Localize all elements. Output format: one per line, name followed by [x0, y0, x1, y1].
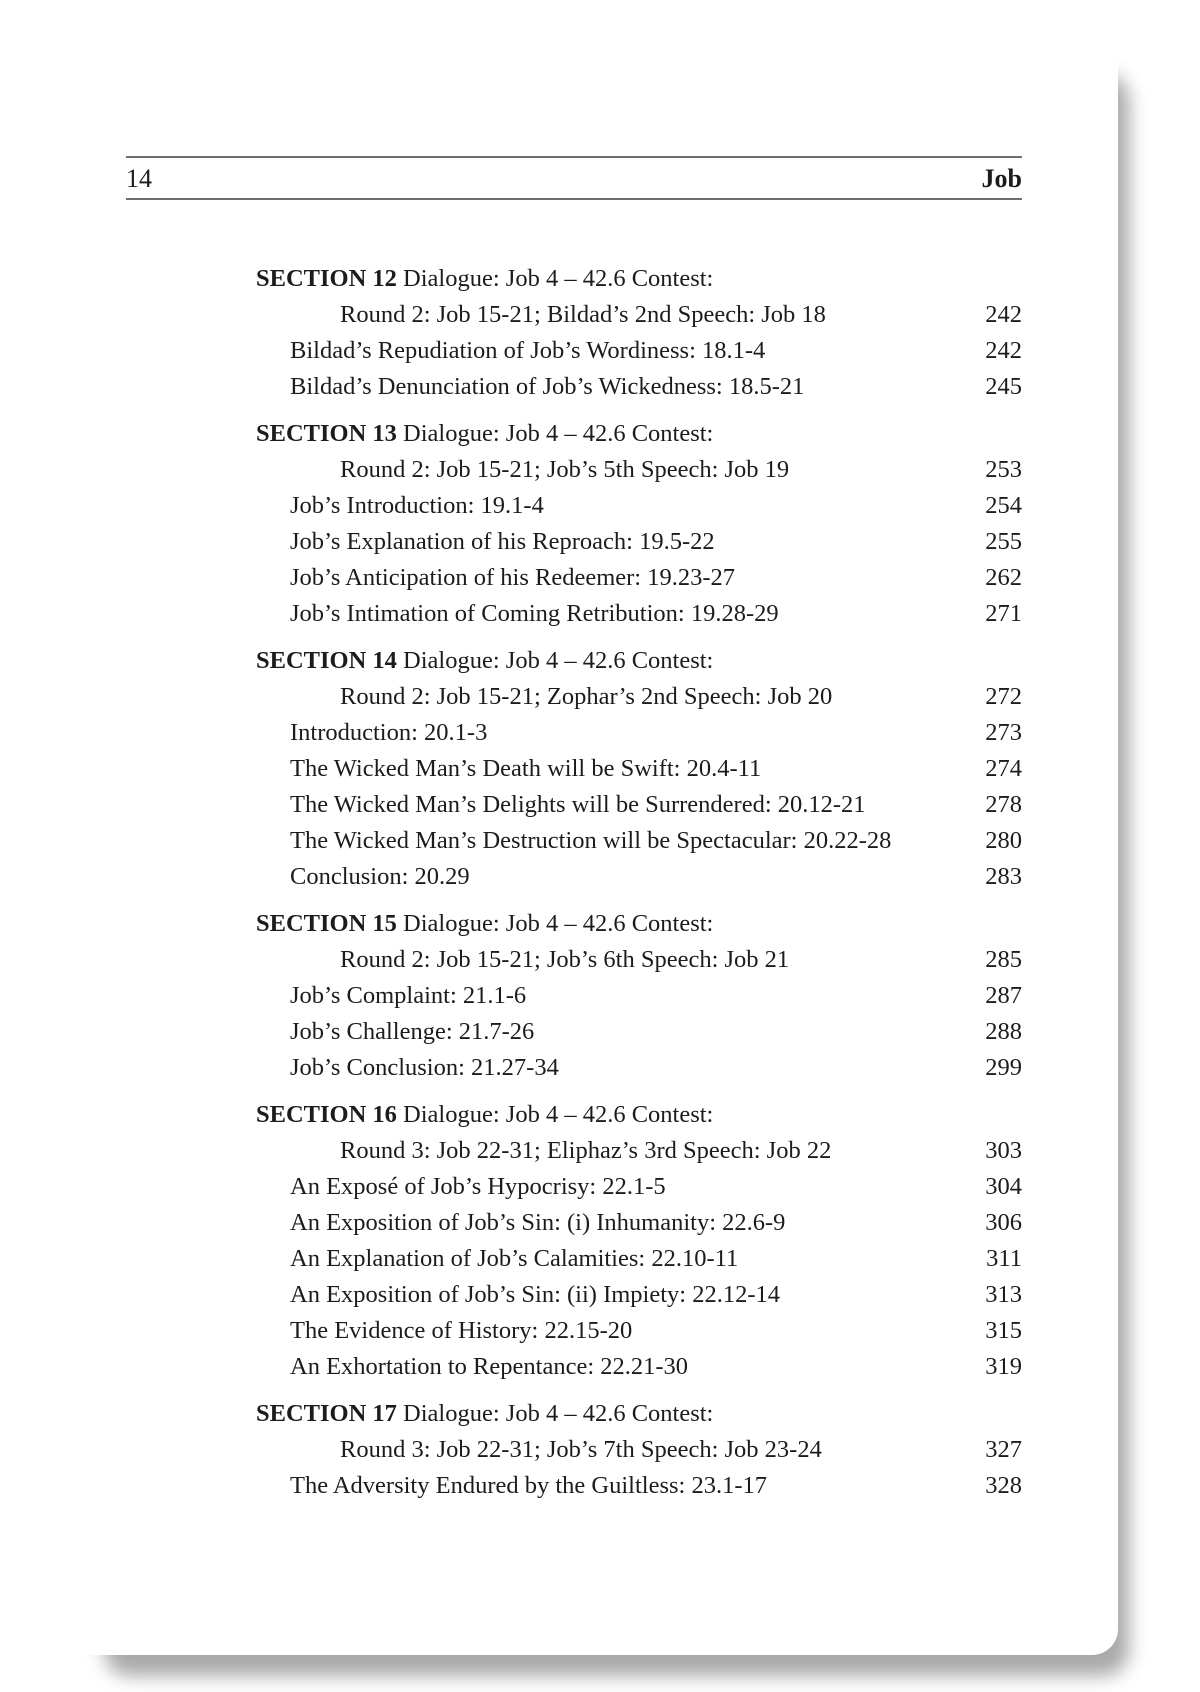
toc-entry — [256, 859, 1022, 895]
page-ref: 271 — [985, 600, 1022, 627]
entry-text: The Wicked Man’s Death will be Swift: 20.4-11 — [290, 755, 762, 782]
entry-text: An Exposition of Job’s Sin: (ii) Impiety: 22.12-14 — [290, 1281, 780, 1308]
section-heading-text: Dialogue: Job 4 – 42.6 Contest: — [396, 1400, 714, 1427]
section-heading-text: Dialogue: Job 4 – 42.6 Contest: — [396, 1101, 714, 1128]
round-text: Round 2: Job 15-21; Bildad’s 2nd Speech: Job 18 — [340, 301, 826, 328]
page-ref: 285 — [985, 946, 1022, 973]
round-text: Round 3: Job 22-31; Eliphaz’s 3rd Speech: Job 22 — [340, 1137, 832, 1164]
round-text: Round 3: Job 22-31; Job’s 7th Speech: Job 23-24 — [340, 1436, 822, 1463]
toc-section-17 — [256, 1396, 1022, 1504]
toc-entry — [256, 1050, 1022, 1086]
entry-text: An Explanation of Job’s Calamities: 22.10-11 — [290, 1245, 739, 1272]
page-ref: 319 — [985, 1353, 1022, 1380]
toc-entry — [256, 1241, 1022, 1277]
page-ref: 274 — [985, 755, 1022, 782]
toc-entry — [256, 823, 1022, 859]
page-ref: 262 — [985, 564, 1022, 591]
section-heading-text: Dialogue: Job 4 – 42.6 Contest: — [396, 420, 714, 447]
entry-text: An Exhortation to Repentance: 22.21-30 — [290, 1353, 689, 1380]
toc-entry — [256, 1349, 1022, 1385]
page-ref: 304 — [985, 1173, 1022, 1200]
section-heading-text: Dialogue: Job 4 – 42.6 Contest: — [396, 647, 714, 674]
page-ref: 283 — [985, 863, 1022, 890]
entry-text: Conclusion: 20.29 — [290, 863, 470, 890]
page-ref: 328 — [985, 1472, 1022, 1499]
page-ref: 306 — [985, 1209, 1022, 1236]
section-heading — [256, 906, 1022, 942]
toc-entry — [256, 1468, 1022, 1504]
page-ref: 288 — [985, 1018, 1022, 1045]
section-heading — [256, 643, 1022, 679]
toc-section-13 — [256, 416, 1022, 632]
page-ref: 287 — [985, 982, 1022, 1009]
page-ref: 242 — [985, 301, 1022, 328]
page-ref: 255 — [985, 528, 1022, 555]
entry-text: The Wicked Man’s Delights will be Surrendered: 20.12-21 — [290, 791, 866, 818]
section-label: SECTION 16 — [256, 1101, 397, 1128]
page-ref: 253 — [985, 456, 1022, 483]
toc-entry — [256, 1205, 1022, 1241]
page-ref: 311 — [986, 1245, 1022, 1272]
toc-entry — [256, 333, 1022, 369]
entry-text: Job’s Complaint: 21.1-6 — [290, 982, 527, 1009]
section-heading-text: Dialogue: Job 4 – 42.6 Contest: — [396, 265, 714, 292]
toc-section-14 — [256, 643, 1022, 895]
section-heading-text: Dialogue: Job 4 – 42.6 Contest: — [396, 910, 714, 937]
entry-text: The Adversity Endured by the Guiltless: 23.1-17 — [290, 1472, 767, 1499]
page-ref: 273 — [985, 719, 1022, 746]
entry-text: Job’s Explanation of his Reproach: 19.5-22 — [290, 528, 715, 555]
toc-entry — [256, 369, 1022, 405]
page-ref: 280 — [985, 827, 1022, 854]
round-line — [256, 942, 1022, 978]
section-label: SECTION 12 — [256, 265, 397, 292]
toc-entry — [256, 488, 1022, 524]
entry-text: The Wicked Man’s Destruction will be Spectacular: 20.22-28 — [290, 827, 892, 854]
round-text: Round 2: Job 15-21; Zophar’s 2nd Speech: Job 20 — [340, 683, 833, 710]
page-ref: 242 — [985, 337, 1022, 364]
round-line — [256, 1432, 1022, 1468]
toc-entry — [256, 751, 1022, 787]
page-ref: 303 — [985, 1137, 1022, 1164]
entry-text: Introduction: 20.1-3 — [290, 719, 488, 746]
page-ref: 315 — [985, 1317, 1022, 1344]
table-of-contents — [256, 261, 1022, 1515]
page-number: 14 — [126, 164, 152, 193]
entry-text: Job’s Conclusion: 21.27-34 — [290, 1054, 559, 1081]
entry-text: The Evidence of History: 22.15-20 — [290, 1317, 633, 1344]
round-line — [256, 452, 1022, 488]
section-heading — [256, 261, 1022, 297]
toc-entry — [256, 1277, 1022, 1313]
entry-text: An Exposition of Job’s Sin: (i) Inhumanity: 22.6-9 — [290, 1209, 786, 1236]
section-heading — [256, 416, 1022, 452]
entry-text: Job’s Introduction: 19.1-4 — [290, 492, 544, 519]
section-label: SECTION 17 — [256, 1400, 397, 1427]
entry-text: Bildad’s Denunciation of Job’s Wickedness: 18.5-21 — [290, 373, 805, 400]
page-ref: 313 — [985, 1281, 1022, 1308]
round-line — [256, 1133, 1022, 1169]
section-label: SECTION 14 — [256, 647, 397, 674]
round-text: Round 2: Job 15-21; Job’s 6th Speech: Job 21 — [340, 946, 790, 973]
page-ref: 278 — [985, 791, 1022, 818]
entry-text: Bildad’s Repudiation of Job’s Wordiness: 18.1-4 — [290, 337, 766, 364]
page-ref: 245 — [985, 373, 1022, 400]
running-head-title: Job — [981, 164, 1022, 193]
section-heading — [256, 1396, 1022, 1432]
round-line — [256, 679, 1022, 715]
toc-entry — [256, 524, 1022, 560]
page-ref: 299 — [985, 1054, 1022, 1081]
toc-entry — [256, 1313, 1022, 1349]
page-ref: 327 — [985, 1436, 1022, 1463]
toc-section-16 — [256, 1097, 1022, 1385]
section-label: SECTION 15 — [256, 910, 397, 937]
toc-entry — [256, 1169, 1022, 1205]
entry-text: Job’s Anticipation of his Redeemer: 19.23-27 — [290, 564, 736, 591]
toc-entry — [256, 715, 1022, 751]
toc-section-12 — [256, 261, 1022, 405]
round-line — [256, 297, 1022, 333]
round-text: Round 2: Job 15-21; Job’s 5th Speech: Job 19 — [340, 456, 790, 483]
page-ref: 272 — [985, 683, 1022, 710]
page-ref: 254 — [985, 492, 1022, 519]
toc-entry — [256, 596, 1022, 632]
entry-text: An Exposé of Job’s Hypocrisy: 22.1-5 — [290, 1173, 666, 1200]
entry-text: Job’s Intimation of Coming Retribution: 19.28-29 — [290, 600, 779, 627]
toc-entry — [256, 1014, 1022, 1050]
toc-entry — [256, 787, 1022, 823]
toc-section-15 — [256, 906, 1022, 1086]
toc-entry — [256, 560, 1022, 596]
toc-entry — [256, 978, 1022, 1014]
section-heading — [256, 1097, 1022, 1133]
section-label: SECTION 13 — [256, 420, 397, 447]
entry-text: Job’s Challenge: 21.7-26 — [290, 1018, 535, 1045]
running-head — [126, 156, 1022, 200]
